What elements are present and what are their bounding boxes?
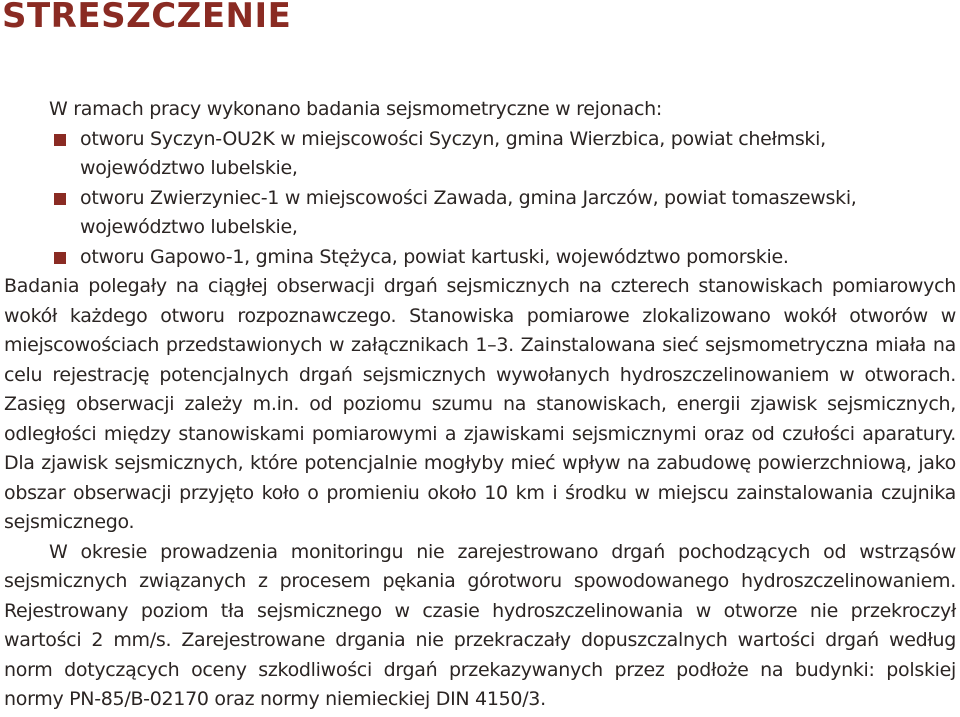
square-bullet-icon — [54, 193, 66, 205]
location-list — [4, 125, 956, 273]
list-item-text: otworu Gapowo-1, gmina Stężyca, powiat kartuski, województwo pomorskie. — [80, 245, 789, 268]
list-item-text: otworu Syczyn-OU2K w miejscowości Syczyn, gmina Wierzbica, powiat chełmski, województwo lubelskie, — [80, 127, 826, 179]
body-paragraph: Badania polegały na ciągłej obserwacji drgań sejsmicznych na czterech stanowiskach pomiarowych wokół każdego otworu rozpoznawczego. Stanowiska pomiarowe zlokalizowano wokół otworów w miejscowościach przedstawionych w załącznikach 1–3. Zainstalowana sieć sejsmometryczna miała na celu rejestrację potencjalnych drgań sejsmicznych wywołanych hydroszczelinowaniem w otworach. Zasięg obserwacji zależy m.in. od poziomu szumu na stanowiskach, energii zjawisk sejsmicznych, odległości między stanowiskami pomiarowymi a zjawiskami sejsmicznymi oraz od czułości aparatury. Dla zjawisk sejsmicznych, które potencjalnie mogłyby mieć wpływ na zabudowę powierzchniową, jako obszar obserwacji przyjęto koło o promieniu około 10 km i środku w miejscu zainstalowania czujnika sejsmicznego. — [4, 275, 956, 533]
page-title: STRESZCZENIE — [2, 0, 292, 36]
list-item — [4, 125, 956, 184]
list-item-text: otworu Zwierzyniec-1 w miejscowości Zawada, gmina Jarczów, powiat tomaszewski, województwo lubelskie, — [80, 186, 857, 238]
list-item — [4, 243, 956, 273]
summary-body — [4, 95, 956, 715]
square-bullet-icon — [54, 252, 66, 264]
list-item — [4, 184, 956, 243]
body-paragraph: W okresie prowadzenia monitoringu nie zarejestrowano drgań pochodzących od wstrząsów sejsmicznych związanych z procesem pękania górotworu spowodowanego hydroszczelinowaniem. Rejestrowany poziom tła sejsmicznego w czasie hydroszczelinowania w otworze nie przekroczył wartości 2 mm/s. Zarejestrowane drgania nie przekraczały dopuszczalnych wartości drgań według norm dotyczących oceny szkodliwości drgań przekazywanych przez podłoże na budynki: polskiej normy PN-85/B-02170 oraz normy niemieckiej DIN 4150/3. — [4, 540, 956, 710]
intro-paragraph: W ramach pracy wykonano badania sejsmometryczne w rejonach: — [49, 98, 662, 120]
square-bullet-icon — [54, 134, 66, 146]
